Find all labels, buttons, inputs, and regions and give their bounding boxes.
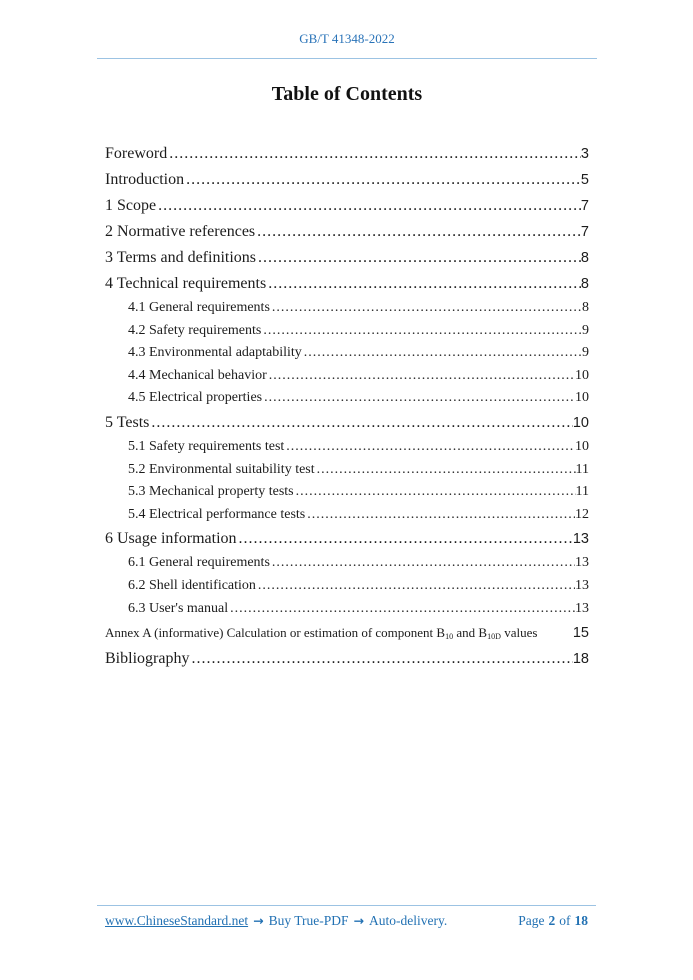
toc-entry: [105, 481, 589, 504]
dot-leader: [266, 271, 581, 296]
toc-entry-page: 13: [572, 531, 589, 548]
toc-entry: [105, 320, 589, 343]
footer-action-buy: Buy True-PDF: [268, 913, 349, 928]
dot-leader: [189, 646, 572, 671]
footer-divider: [97, 905, 596, 906]
toc-entry: [105, 526, 589, 552]
toc-entry-page: 15: [572, 625, 589, 642]
toc-entry-page: 11: [575, 461, 589, 477]
toc-entry-page: 10: [572, 414, 589, 431]
toc-entry-label: 5.4 Electrical performance tests: [128, 506, 306, 522]
toc-entry-label: 2 Normative references: [105, 223, 256, 240]
page-label: Page: [518, 913, 545, 928]
footer-action-delivery: Auto-delivery.: [368, 913, 448, 928]
dot-leader: [267, 365, 575, 388]
header-divider: [97, 58, 597, 59]
toc-entry-page: 5: [580, 172, 589, 188]
toc-entry-label: Introduction: [105, 171, 185, 188]
toc-entry: [105, 598, 589, 621]
toc-entry-label: Annex A (informative) Calculation or estimation of component $B_{10}$ and $B_{10D}$ values: [105, 625, 538, 642]
dot-leader: [305, 504, 575, 527]
toc-entry-page: 7: [580, 198, 589, 214]
page-footer: [97, 905, 596, 929]
dot-leader: [149, 410, 572, 435]
toc-entry: [105, 436, 589, 459]
toc-entry: [105, 167, 589, 193]
dot-leader: [302, 342, 582, 365]
toc-entry: [105, 271, 589, 297]
dot-leader: [255, 219, 581, 244]
dot-leader: [261, 320, 582, 343]
footer-left: [105, 913, 447, 929]
right-arrow-icon: →: [253, 913, 264, 928]
dot-leader: [270, 552, 575, 575]
toc-entry-page: 8: [580, 276, 589, 292]
toc-entry-label: 4.5 Electrical properties: [128, 390, 263, 406]
dot-leader: [167, 141, 581, 166]
toc-entry: [105, 342, 589, 365]
toc-entry: [105, 410, 589, 436]
toc-entry-page: 10: [575, 390, 589, 406]
toc-entry: [105, 297, 589, 320]
dot-leader: [256, 245, 581, 270]
toc-entry-label: 5.1 Safety requirements test: [128, 438, 285, 454]
toc-entry: [105, 646, 589, 672]
page-indicator: [514, 913, 588, 929]
toc-entry-label: 5 Tests: [105, 413, 150, 431]
toc-entry-label: 4.4 Mechanical behavior: [128, 367, 267, 383]
toc-entry-page: 10: [575, 438, 589, 454]
total-page-number: 18: [574, 913, 588, 928]
toc-entry-label: 4.1 General requirements: [128, 300, 270, 315]
toc-entry-label: 1 Scope: [105, 197, 157, 214]
toc-entry-label: 5.2 Environmental suitability test: [128, 461, 315, 477]
header-doc-code: GB/T 41348-2022: [299, 31, 395, 46]
footer-bar: [97, 913, 596, 929]
toc-entry-label: Bibliography: [105, 650, 190, 668]
toc-entry: [105, 552, 589, 575]
toc-entry: [105, 219, 589, 245]
dot-leader: [284, 436, 575, 459]
toc-entry-page: 8: [580, 250, 589, 266]
toc-entry-label: 6.1 General requirements: [128, 555, 270, 571]
toc-entry: [105, 365, 589, 388]
toc-entry-page: 13: [575, 577, 589, 593]
dot-leader: [294, 481, 576, 504]
toc-entry-page: 9: [582, 345, 589, 361]
page-title: Table of Contents: [271, 83, 423, 105]
dot-leader: [184, 167, 581, 192]
toc-entry: [105, 504, 589, 527]
toc-entry-label: 4 Technical requirements: [105, 275, 267, 292]
dot-leader: [156, 193, 581, 218]
table-of-contents: [105, 141, 589, 672]
toc-entry-label: 3 Terms and definitions: [105, 249, 257, 266]
toc-entry-label: 5.3 Mechanical property tests: [128, 484, 294, 500]
toc-entry-page: 18: [572, 651, 589, 668]
toc-entry-page: 13: [575, 555, 589, 571]
toc-entry-page: 7: [580, 224, 589, 240]
toc-entry-page: 11: [575, 484, 589, 500]
dot-leader: [315, 459, 576, 482]
of-label: of: [559, 913, 571, 928]
dot-leader: [256, 575, 575, 598]
toc-entry: [105, 141, 589, 167]
dot-leader: [270, 297, 582, 320]
toc-entry-page: 12: [575, 506, 589, 522]
right-arrow-icon: →: [353, 913, 364, 928]
toc-entry: [105, 245, 589, 271]
toc-entry-page: 10: [575, 367, 589, 383]
toc-entry-label: 6 Usage information: [105, 530, 237, 548]
site-link[interactable]: www.ChineseStandard.net: [105, 913, 249, 928]
toc-entry-label: 6.2 Shell identification: [128, 577, 256, 593]
toc-entry: [105, 575, 589, 598]
toc-entry: [105, 387, 589, 410]
toc-entry-label: 4.3 Environmental adaptability: [128, 345, 302, 361]
current-page-number: 2: [548, 913, 556, 928]
dot-leader: [237, 526, 573, 551]
toc-entry-label: Foreword: [105, 145, 168, 162]
dot-leader: [228, 598, 575, 621]
toc-entry-page: 8: [582, 300, 589, 315]
toc-entry-page: 9: [582, 322, 589, 338]
toc-entry: [105, 193, 589, 219]
toc-entry-label: 4.2 Safety requirements: [128, 322, 262, 338]
toc-entry: [105, 620, 589, 646]
toc-entry-page: 3: [580, 146, 589, 162]
toc-entry-page: 13: [575, 600, 589, 616]
dot-leader: [262, 387, 575, 410]
toc-entry: [105, 459, 589, 482]
toc-entry-label: 6.3 User's manual: [128, 600, 229, 616]
